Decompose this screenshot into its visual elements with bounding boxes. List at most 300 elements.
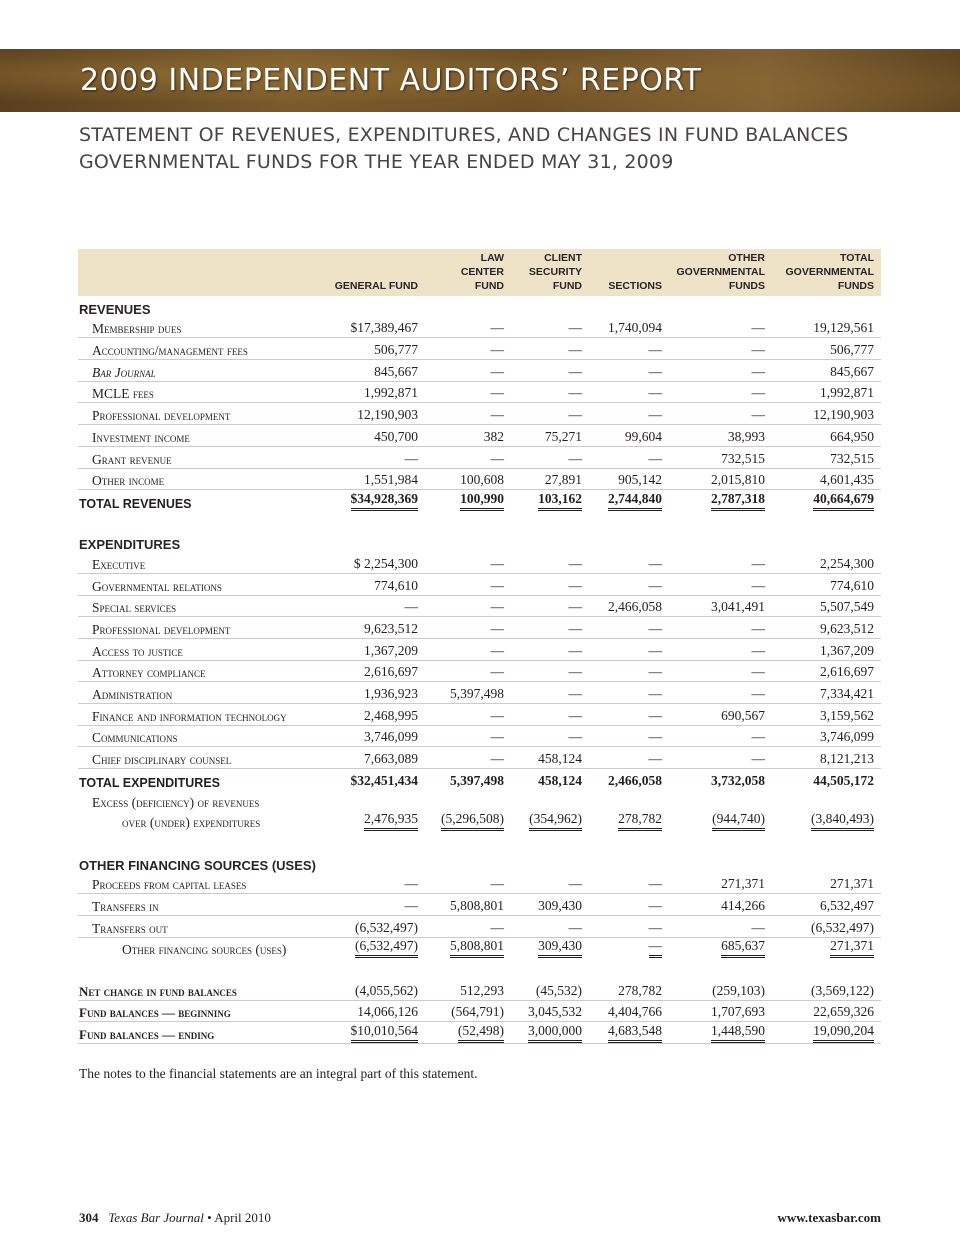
value-text: —: [648, 385, 662, 401]
value-cell: [333, 639, 425, 661]
value-text: —: [648, 686, 662, 702]
column-header-line: FUNDS: [837, 280, 874, 292]
value-cell: [589, 1000, 669, 1022]
value-cell: [333, 425, 425, 447]
value-cell: [425, 360, 511, 382]
value-text: (259,103): [712, 982, 765, 998]
row-label: Fund balances — ending: [78, 1022, 333, 1044]
value-text: —: [490, 385, 504, 401]
value-cell: [669, 573, 772, 595]
value-cell: [772, 979, 881, 1000]
row-label: Grant revenue: [78, 446, 333, 468]
value-text: $ 2,254,300: [353, 555, 418, 571]
value-cell: [511, 381, 589, 403]
value-text: 7,334,421: [820, 686, 874, 702]
value-cell: [589, 979, 669, 1000]
section-heading: EXPENDITURES: [79, 537, 181, 553]
column-header-line: FUNDS: [728, 280, 765, 292]
value-cell: [511, 915, 589, 937]
value-text: 685,637: [721, 938, 765, 958]
row-label: Fund balances — beginning: [78, 1000, 333, 1022]
column-header-line: SECURITY: [528, 266, 582, 278]
value-text: 5,507,549: [820, 599, 874, 615]
header-banner: [0, 49, 960, 112]
value-text: —: [751, 751, 765, 767]
value-text: 732,515: [721, 450, 765, 466]
value-text: —: [490, 751, 504, 767]
column-header-line: GENERAL FUND: [334, 280, 418, 292]
value-text: —: [648, 707, 662, 723]
value-text: —: [404, 876, 418, 892]
value-text: 3,045,532: [528, 1004, 582, 1020]
statement-subtitle: [79, 122, 899, 176]
value-cell: [669, 852, 772, 873]
value-text: $34,928,369: [351, 491, 419, 511]
value-text: —: [568, 407, 582, 423]
column-header-line: CENTER: [460, 266, 504, 278]
value-text: 1,367,209: [364, 642, 418, 658]
value-cell: [425, 979, 511, 1000]
financing-heading-row: [78, 852, 881, 873]
value-text: 774,610: [374, 577, 418, 593]
value-cell: [589, 317, 669, 338]
value-text: 12,190,903: [357, 407, 418, 423]
revenue-row: [78, 446, 881, 468]
summary-row: [78, 1000, 881, 1022]
value-cell: [511, 790, 589, 811]
value-text: 5,808,801: [450, 938, 504, 958]
value-cell: [669, 595, 772, 617]
row-label: Excess (deficiency) of revenues: [92, 794, 260, 810]
summary-row: [78, 1022, 881, 1044]
value-text: 8,121,213: [820, 751, 874, 767]
statement-body: [78, 296, 881, 1044]
value-text: —: [490, 642, 504, 658]
value-cell: [333, 468, 425, 490]
value-cell: [669, 490, 772, 511]
value-cell: [589, 595, 669, 617]
value-text: 1,740,094: [608, 320, 662, 336]
value-text: 100,608: [460, 472, 504, 488]
expenditures-heading-row: [78, 532, 881, 553]
value-cell: [425, 381, 511, 403]
row-label: Governmental relations: [78, 573, 333, 595]
value-text: —: [490, 664, 504, 680]
value-text: 100,990: [460, 491, 504, 511]
value-text: —: [490, 407, 504, 423]
value-cell: [511, 704, 589, 726]
revenue-row: [78, 317, 881, 338]
value-cell: [669, 747, 772, 769]
value-text: —: [648, 919, 662, 935]
value-text: (6,532,497): [355, 919, 418, 935]
value-cell: [772, 747, 881, 769]
value-cell: [333, 296, 425, 317]
value-cell: [425, 852, 511, 873]
value-text: 3,041,491: [711, 599, 765, 615]
value-cell: [333, 573, 425, 595]
value-text: —: [751, 577, 765, 593]
revenue-row: [78, 338, 881, 360]
value-text: —: [568, 577, 582, 593]
row-label: Chief disciplinary counsel: [78, 747, 333, 769]
expenditure-row: [78, 573, 881, 595]
row-label: Accounting/management fees: [78, 338, 333, 360]
value-text: 512,293: [460, 982, 504, 998]
value-cell: [425, 915, 511, 937]
revenue-row: [78, 381, 881, 403]
value-cell: [511, 852, 589, 873]
value-cell: [772, 360, 881, 382]
value-cell: [333, 360, 425, 382]
row-label: Other financing sources (uses): [122, 942, 287, 958]
value-cell: [333, 811, 425, 832]
column-header-blank: [78, 249, 333, 296]
value-cell: [772, 552, 881, 573]
value-cell: [589, 381, 669, 403]
financing-row: [78, 915, 881, 937]
value-cell: [425, 403, 511, 425]
value-text: —: [404, 599, 418, 615]
value-text: —: [568, 450, 582, 466]
value-text: 103,162: [538, 491, 582, 511]
value-cell: [669, 532, 772, 553]
value-cell: [669, 725, 772, 747]
column-header-line: FUND: [552, 280, 582, 292]
value-cell: [589, 682, 669, 704]
value-cell: [511, 979, 589, 1000]
value-text: —: [568, 320, 582, 336]
value-cell: [589, 573, 669, 595]
value-text: 40,664,679: [813, 491, 874, 511]
value-cell: [511, 873, 589, 894]
value-cell: [669, 873, 772, 894]
value-text: (6,532,497): [355, 938, 418, 958]
value-text: 2,468,995: [364, 707, 418, 723]
column-header-line: LAW: [480, 252, 504, 264]
value-cell: [511, 573, 589, 595]
value-cell: [669, 682, 772, 704]
value-cell: [425, 490, 511, 511]
value-text: —: [648, 363, 662, 379]
value-cell: [589, 617, 669, 639]
value-cell: [589, 873, 669, 894]
value-cell: [589, 490, 669, 511]
value-text: —: [751, 385, 765, 401]
value-text: —: [568, 599, 582, 615]
value-cell: [511, 639, 589, 661]
value-cell: [333, 403, 425, 425]
value-cell: [589, 552, 669, 573]
value-cell: [425, 725, 511, 747]
value-cell: [669, 1022, 772, 1044]
value-text: 1,707,693: [711, 1004, 765, 1020]
value-cell: [589, 360, 669, 382]
value-cell: [511, 468, 589, 490]
value-cell: [669, 704, 772, 726]
value-text: (45,532): [535, 982, 582, 998]
value-cell: [511, 1022, 589, 1044]
value-text: 27,891: [544, 472, 582, 488]
spacer-row: [78, 831, 881, 852]
expenditure-row: [78, 595, 881, 617]
value-cell: [589, 937, 669, 958]
column-header: [669, 249, 772, 296]
value-text: —: [751, 664, 765, 680]
issue-date: April 2010: [214, 1210, 271, 1225]
value-text: 3,000,000: [528, 1023, 582, 1043]
value-text: (3,569,122): [811, 982, 874, 998]
value-cell: [511, 747, 589, 769]
value-text: 3,159,562: [820, 707, 874, 723]
column-header-line: GOVERNMENTAL: [785, 266, 874, 278]
row-label: Administration: [78, 682, 333, 704]
value-text: 1,992,871: [820, 385, 874, 401]
revenue-row: [78, 360, 881, 382]
value-text: 732,515: [830, 450, 874, 466]
value-cell: [772, 682, 881, 704]
value-cell: [333, 790, 425, 811]
section-heading: OTHER FINANCING SOURCES (USES): [79, 857, 316, 873]
value-cell: [511, 617, 589, 639]
financing-subtotal-row: [78, 937, 881, 958]
value-text: 4,601,435: [820, 472, 874, 488]
value-cell: [589, 660, 669, 682]
value-text: —: [404, 450, 418, 466]
financial-statement-table: [78, 249, 881, 1044]
value-cell: [669, 660, 772, 682]
value-text: 774,610: [830, 577, 874, 593]
value-cell: [333, 338, 425, 360]
value-text: 5,397,498: [450, 772, 504, 788]
row-label: Transfers out: [78, 915, 333, 937]
value-cell: [772, 595, 881, 617]
footer-url: www.texasbar.com: [777, 1210, 881, 1225]
value-cell: [425, 468, 511, 490]
column-header-line: SECTIONS: [608, 280, 662, 292]
value-text: 278,782: [618, 982, 662, 998]
row-label: Communications: [78, 725, 333, 747]
financing-row: [78, 894, 881, 916]
column-header: [589, 249, 669, 296]
expenditure-row: [78, 639, 881, 661]
value-text: 1,936,923: [364, 686, 418, 702]
value-text: —: [490, 729, 504, 745]
value-text: 5,808,801: [450, 897, 504, 913]
value-cell: [333, 490, 425, 511]
value-cell: [333, 317, 425, 338]
value-cell: [669, 790, 772, 811]
value-cell: [669, 769, 772, 790]
value-cell: [589, 296, 669, 317]
value-cell: [669, 360, 772, 382]
expenditure-row: [78, 660, 881, 682]
expenditure-row: [78, 747, 881, 769]
value-text: —: [490, 919, 504, 935]
value-text: —: [648, 729, 662, 745]
value-cell: [511, 811, 589, 832]
value-cell: [425, 532, 511, 553]
value-text: 450,700: [374, 428, 418, 444]
value-cell: [669, 468, 772, 490]
value-text: —: [751, 407, 765, 423]
value-text: $32,451,434: [350, 772, 418, 788]
value-text: 271,371: [830, 938, 874, 958]
value-text: 905,142: [618, 472, 662, 488]
value-cell: [669, 894, 772, 916]
value-cell: [425, 1000, 511, 1022]
total-revenues-row: [78, 490, 881, 511]
value-text: —: [648, 407, 662, 423]
value-cell: [511, 490, 589, 511]
value-cell: [772, 573, 881, 595]
value-cell: [511, 595, 589, 617]
value-text: 414,266: [721, 897, 765, 913]
value-cell: [589, 915, 669, 937]
value-cell: [425, 873, 511, 894]
value-cell: [589, 725, 669, 747]
value-text: —: [648, 621, 662, 636]
row-label: Transfers in: [78, 894, 333, 916]
value-cell: [425, 639, 511, 661]
value-cell: [425, 595, 511, 617]
value-cell: [772, 317, 881, 338]
value-text: 5,397,498: [450, 686, 504, 702]
value-text: 845,667: [830, 363, 874, 379]
row-label: Special services: [78, 595, 333, 617]
value-cell: [772, 468, 881, 490]
value-text: (564,791): [451, 1004, 504, 1020]
expenditure-row: [78, 617, 881, 639]
value-text: 2,787,318: [711, 491, 765, 511]
footnote: The notes to the financial statements are an integral part of this statement.: [79, 1066, 478, 1081]
value-cell: [511, 317, 589, 338]
row-label: TOTAL REVENUES: [79, 496, 192, 511]
value-text: 309,430: [538, 897, 582, 913]
value-text: 271,371: [830, 876, 874, 892]
value-cell: [333, 660, 425, 682]
value-text: (3,840,493): [811, 811, 874, 831]
value-cell: [589, 852, 669, 873]
value-text: —: [490, 876, 504, 892]
value-text: 3,746,099: [364, 729, 418, 745]
column-header: [425, 249, 511, 296]
value-cell: [669, 403, 772, 425]
expenditure-row: [78, 725, 881, 747]
value-text: —: [490, 555, 504, 571]
value-cell: [333, 894, 425, 916]
value-text: (6,532,497): [811, 919, 874, 935]
value-text: —: [568, 707, 582, 723]
value-cell: [425, 552, 511, 573]
value-text: —: [568, 385, 582, 401]
value-text: 309,430: [538, 938, 582, 958]
value-text: 690,567: [721, 707, 765, 723]
value-text: —: [648, 555, 662, 571]
spacer-cell: [78, 831, 881, 852]
value-cell: [333, 725, 425, 747]
value-text: —: [751, 621, 765, 636]
value-cell: [772, 725, 881, 747]
spacer-cell: [78, 958, 881, 979]
value-cell: [333, 704, 425, 726]
value-cell: [333, 1000, 425, 1022]
value-cell: [333, 552, 425, 573]
value-cell: [589, 639, 669, 661]
value-text: —: [751, 555, 765, 571]
value-text: —: [490, 342, 504, 358]
value-cell: [772, 425, 881, 447]
value-cell: [772, 1000, 881, 1022]
value-cell: [425, 704, 511, 726]
column-header: [333, 249, 425, 296]
column-header-line: CLIENT: [544, 252, 582, 264]
row-label: TOTAL EXPENDITURES: [79, 775, 220, 790]
value-text: —: [568, 555, 582, 571]
value-cell: [511, 682, 589, 704]
value-cell: [772, 704, 881, 726]
value-text: 3,732,058: [711, 772, 765, 788]
value-cell: [589, 769, 669, 790]
value-text: —: [648, 642, 662, 658]
value-text: 7,663,089: [364, 751, 418, 767]
value-cell: [772, 915, 881, 937]
value-cell: [589, 1022, 669, 1044]
row-label: Executive: [78, 552, 333, 573]
value-cell: [669, 446, 772, 468]
value-cell: [669, 617, 772, 639]
magazine-name: Texas Bar Journal: [108, 1210, 204, 1225]
row-label: Bar Journal: [78, 360, 333, 382]
value-text: —: [649, 938, 663, 958]
value-cell: [333, 747, 425, 769]
value-text: 506,777: [374, 342, 418, 358]
value-cell: [333, 873, 425, 894]
value-cell: [772, 446, 881, 468]
value-cell: [511, 769, 589, 790]
expenditure-row: [78, 704, 881, 726]
value-text: (944,740): [712, 811, 765, 831]
revenue-row: [78, 468, 881, 490]
value-cell: [333, 595, 425, 617]
value-cell: [772, 381, 881, 403]
value-cell: [425, 747, 511, 769]
value-text: 6,532,497: [820, 897, 874, 913]
subtitle-line-1: STATEMENT OF REVENUES, EXPENDITURES, AND CHANGES IN FUND BALANCES: [79, 124, 849, 146]
value-text: 1,448,590: [711, 1023, 765, 1043]
value-text: —: [648, 897, 662, 913]
row-label: MCLE fees: [78, 381, 333, 403]
value-text: (5,296,508): [441, 811, 504, 831]
value-cell: [772, 639, 881, 661]
value-cell: [425, 937, 511, 958]
value-cell: [425, 682, 511, 704]
value-cell: [772, 852, 881, 873]
row-label: Access to justice: [78, 639, 333, 661]
value-text: 458,124: [538, 772, 582, 788]
value-cell: [425, 894, 511, 916]
value-cell: [333, 532, 425, 553]
value-text: 4,404,766: [608, 1004, 662, 1020]
total-expenditures-row: [78, 769, 881, 790]
value-text: —: [751, 342, 765, 358]
value-text: 271,371: [721, 876, 765, 892]
value-text: 2,616,697: [820, 664, 874, 680]
row-label: Net change in fund balances: [78, 979, 333, 1000]
excess-row: [78, 811, 881, 832]
value-cell: [511, 1000, 589, 1022]
value-text: 19,090,204: [813, 1023, 874, 1043]
